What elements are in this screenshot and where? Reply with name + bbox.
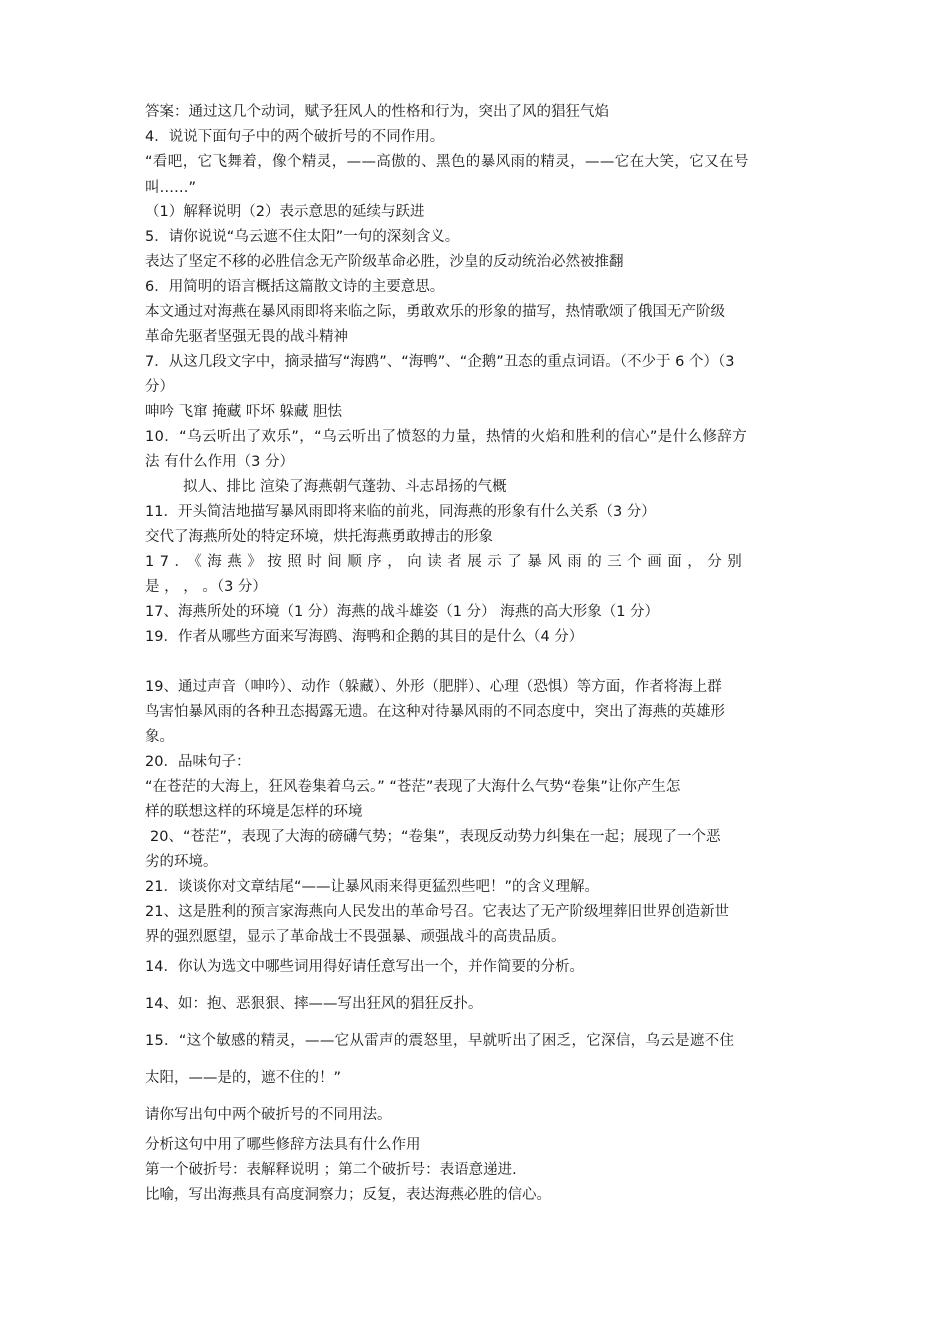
answer-7: 呻吟 飞窜 掩藏 吓坏 躲藏 胆怯 xyxy=(145,404,343,420)
text-line: “在苍茫的大海上，狂风卷集着乌云。” “苍茫”表现了大海什么气势“卷集”让你产生怎 xyxy=(145,779,681,795)
text-line: 比喻，写出海燕具有高度洞察力；反复，表达海燕必胜的信心。 xyxy=(145,1187,551,1203)
question-7: 7．从这几段文字中，摘录描写“海鸥”、“海鸭”、“企鹅”丑态的重点词语。（不少于 6 个）（3 xyxy=(145,354,735,370)
answer-6: 本文通过对海燕在暴风雨即将来临之际，勇敢欢乐的形象的描写，热情歌颂了俄国无产阶级 xyxy=(145,304,725,320)
answer-19: 19、通过声音（呻吟）、动作（躲藏）、外形（肥胖）、心理（恐惧）等方面，作者将海上群 xyxy=(145,679,722,695)
question-20: 20．品味句子： xyxy=(145,754,251,770)
question-19: 19．作者从哪些方面来写海鸥、海鸭和企鹅的其目的是什么（4 分） xyxy=(145,629,584,645)
text-line: 是 ， ， 。（3 分） xyxy=(145,579,267,595)
text-line: 鸟害怕暴风雨的各种丑态揭露无遗。在这种对待暴风雨的不同态度中，突出了海燕的英雄形 xyxy=(145,704,725,720)
answer-11: 交代了海燕所处的特定环境，烘托海燕勇敢搏击的形象 xyxy=(145,529,493,545)
answer-21: 21、这是胜利的预言家海燕向人民发出的革命号召。它表达了无产阶级埋葬旧世界创造新世 xyxy=(145,904,729,920)
question-4: 4．说说下面句子中的两个破折号的不同作用。 xyxy=(145,129,445,145)
answer-15: 第一个破折号：表解释说明 ；第二个破折号：表语意递进. xyxy=(145,1162,517,1178)
text-line: 分析这句中用了哪些修辞方法具有什么作用 xyxy=(145,1137,421,1153)
text-line: 象。 xyxy=(145,729,174,745)
answer-10: 拟人、排比 渲染了海燕朝气蓬勃、斗志昂扬的气概 xyxy=(183,479,507,495)
answer-4: （1）解释说明（2）表示意思的延续与跃进 xyxy=(145,204,425,220)
answer-20: 20、“苍茫”，表现了大海的磅礴气势；“卷集”，表现反动势力纠集在一起；展现了一个恶 xyxy=(150,829,721,845)
question-6: 6．用简明的语言概括这篇散文诗的主要意思。 xyxy=(145,279,445,295)
question-15: 15．“这个敏感的精灵，——它从雷声的震怒里，早就听出了困乏，它深信，乌云是遮不住 xyxy=(145,1033,735,1049)
text-line: 法 有什么作用（3 分） xyxy=(145,454,294,470)
text-line: “看吧，它飞舞着，像个精灵，——高傲的、黑色的暴风雨的精灵，——它在大笑，它又在号 xyxy=(145,154,749,170)
text-line: 分） xyxy=(145,379,174,395)
question-5: 5．请你说说“乌云遮不住太阳”一句的深刻含义。 xyxy=(145,229,460,245)
question-11: 11．开头简洁地描写暴风雨即将来临的前兆，同海燕的形象有什么关系（3 分） xyxy=(145,504,656,520)
answer-17: 17、海燕所处的环境（1 分）海燕的战斗雄姿（1 分） 海燕的高大形象（1 分） xyxy=(145,604,660,620)
text-line: 劣的环境。 xyxy=(145,854,218,870)
question-14: 14．你认为选文中哪些词用得好请任意写出一个，并作简要的分析。 xyxy=(145,959,584,975)
text-line: 答案：通过这几个动词，赋予狂风人的性格和行为，突出了风的猖狂气焰 xyxy=(145,104,609,120)
text-line: 样的联想这样的环境是怎样的环境 xyxy=(145,804,363,820)
question-17: 17．《海燕》按照时间顺序，向读者展示了暴风雨的三个画面，分别 xyxy=(145,554,748,570)
text-line: 太阳，——是的，遮不住的！” xyxy=(145,1070,342,1086)
question-21: 21．谈谈你对文章结尾“——让暴风雨来得更猛烈些吧！”的含义理解。 xyxy=(145,879,599,895)
text-line: 请你写出句中两个破折号的不同用法。 xyxy=(145,1107,392,1123)
text-line: 界的强烈愿望，显示了革命战士不畏强暴、顽强战斗的高贵品质。 xyxy=(145,929,566,945)
answer-14: 14、如：抱、恶狠狠、摔——写出狂风的猖狂反扑。 xyxy=(145,996,483,1012)
text-line: 革命先驱者坚强无畏的战斗精神 xyxy=(145,329,348,345)
question-10: 10．“乌云听出了欢乐”，“乌云听出了愤怒的力量，热情的火焰和胜利的信心”是什么修辞方 xyxy=(145,429,748,445)
text-line: 叫……” xyxy=(145,180,197,196)
answer-5: 表达了坚定不移的必胜信念无产阶级革命必胜，沙皇的反动统治必然被推翻 xyxy=(145,254,624,270)
